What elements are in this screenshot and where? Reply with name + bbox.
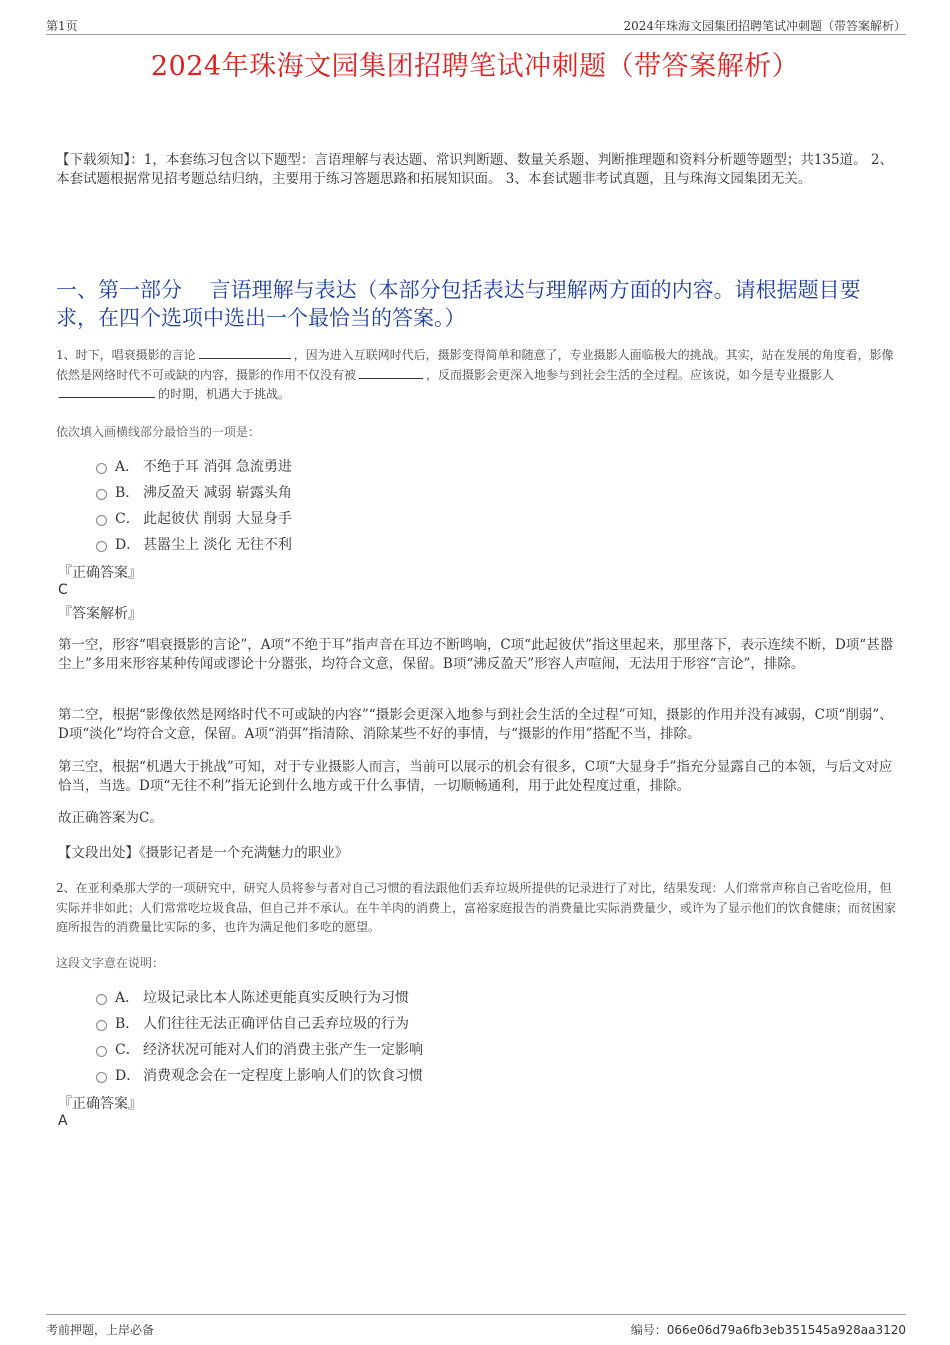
blank-1: [199, 346, 291, 359]
blank-2: [359, 366, 423, 379]
page-footer: [46, 1314, 906, 1338]
radio-icon[interactable]: [96, 489, 107, 500]
question-2-option-b[interactable]: B． 人们往往无法正确评估自己丢弃垃圾的行为: [96, 1010, 796, 1036]
radio-icon[interactable]: [96, 994, 107, 1005]
page-number: 第1页: [46, 19, 78, 33]
radio-icon[interactable]: [96, 515, 107, 526]
question-1-option-c[interactable]: C． 此起彼伏 削弱 大显身手: [96, 505, 796, 531]
question-1-analysis-3: 第三空，根据“机遇大于挑战”可知，对于专业摄影人而言，当前可以展示的机会有很多，C项“大显身手”指充分显露自己的本领，与后文对应恰当，当选。D项“无往不利”指无论到什么地方或干什么事情，一切顺畅通利，用于此处程度过重，排除。: [58, 759, 893, 794]
question-2-option-d[interactable]: D． 消费观念会在一定程度上影响人们的饮食习惯: [96, 1062, 796, 1088]
radio-icon[interactable]: [96, 1046, 107, 1057]
question-1-analysis-label: 『答案解析』: [58, 606, 142, 622]
blank-3: [59, 385, 155, 398]
question-1-answer: C: [58, 582, 68, 598]
radio-icon[interactable]: [96, 1072, 107, 1083]
radio-icon[interactable]: [96, 463, 107, 474]
page-header: [46, 15, 906, 35]
section-heading: 一、第一部分 言语理解与表达（本部分包括表达与理解两方面的内容。请根据题目要求，在四个选项中选出一个最恰当的答案。）: [56, 278, 861, 330]
question-2-answer: A: [58, 1113, 68, 1129]
question-1-answer-label: 『正确答案』: [58, 565, 142, 581]
footer-slogan: 考前押题，上岸必备: [46, 1323, 155, 1337]
download-notice: 【下载须知】：1，本套练习包含以下题型：言语理解与表达题、常识判断题、数量关系题、判断推理题和资料分析题等题型；共135道。 2、本套试题根据常见招考题总结归纳，主要用于练习答题思路和拓展知识面。 3、本套试题非考试真题，且与珠海文园集团无关。: [56, 152, 893, 187]
question-2-answer-label: 『正确答案』: [58, 1096, 142, 1112]
document-title: 2024年珠海文园集团招聘笔试冲刺题（带答案解析）: [150, 51, 800, 82]
question-1-option-b[interactable]: B． 沸反盈天 减弱 崭露头角: [96, 479, 796, 505]
radio-icon[interactable]: [96, 1020, 107, 1031]
question-2-option-a[interactable]: A． 垃圾记录比本人陈述更能真实反映行为习惯: [96, 984, 796, 1010]
question-2-prompt: 这段文字意在说明：: [56, 956, 165, 970]
question-2-options: [96, 984, 796, 1088]
question-1-stem: 1、时下，唱衰摄影的言论 ，因为进入互联网时代后，摄影变得简单和随意了，专业摄影人面临极大的挑战。其实，站在发展的角度看，影像依然是网络时代不可或缺的内容，摄影的作用不仅没有被 ，反而摄影会更深入地参与到社会生活的全过程。应该说，如今是专业摄影人的时期，机遇大于挑战。: [56, 348, 894, 401]
question-1-source: 【文段出处】《摄影记者是一个充满魅力的职业》: [58, 845, 349, 861]
question-1-conclusion: 故正确答案为C。: [58, 810, 163, 826]
question-1-option-a[interactable]: A． 不绝于耳 消弭 急流勇进: [96, 453, 796, 479]
question-1-analysis-1: 第一空，形容“唱衰摄影的言论”，A项“不绝于耳”指声音在耳边不断鸣响，C项“此起彼伏”指这里起来，那里落下，表示连续不断，D项“甚嚣尘上”多用来形容某种传闻或谬论十分嚣张，均符合文意，保留。B项“沸反盈天”形容人声喧闹，无法用于形容“言论”，排除。: [58, 637, 894, 672]
footer-code: 编号：066e06d79a6fb3eb351545a928aa3120: [630, 1323, 906, 1337]
question-1-option-d[interactable]: D． 甚嚣尘上 淡化 无往不利: [96, 531, 796, 557]
question-1-prompt: 依次填入画横线部分最恰当的一项是：: [56, 425, 261, 439]
question-1-analysis-2: 第二空，根据“影像依然是网络时代不可或缺的内容”“摄影会更深入地参与到社会生活的全过程”可知，摄影的作用并没有减弱，C项“削弱”、D项“淡化”均符合文意，保留。A项“消弭”指清除、消除某些不好的事情，与“摄影的作用”搭配不当，排除。: [58, 707, 893, 742]
question-2-stem: 2、在亚利桑那大学的一项研究中，研究人员将参与者对自己习惯的看法跟他们丢弃垃圾所提供的记录进行了对比，结果发现：人们常常声称自己省吃俭用，但实际并非如此；人们常常吃垃圾食品，但自己并不承认。在牛羊肉的消费上，富裕家庭报告的消费量比实际消费量少，或许为了显示他们的饮食健康；而贫困家庭所报告的消费量比实际的多，也许为满足他们多吃的愿望。: [56, 881, 897, 934]
question-1-options: [96, 453, 796, 557]
header-doc-title: 2024年珠海文园集团招聘笔试冲刺题（带答案解析）: [623, 19, 906, 33]
radio-icon[interactable]: [96, 541, 107, 552]
question-2-option-c[interactable]: C． 经济状况可能对人们的消费主张产生一定影响: [96, 1036, 796, 1062]
